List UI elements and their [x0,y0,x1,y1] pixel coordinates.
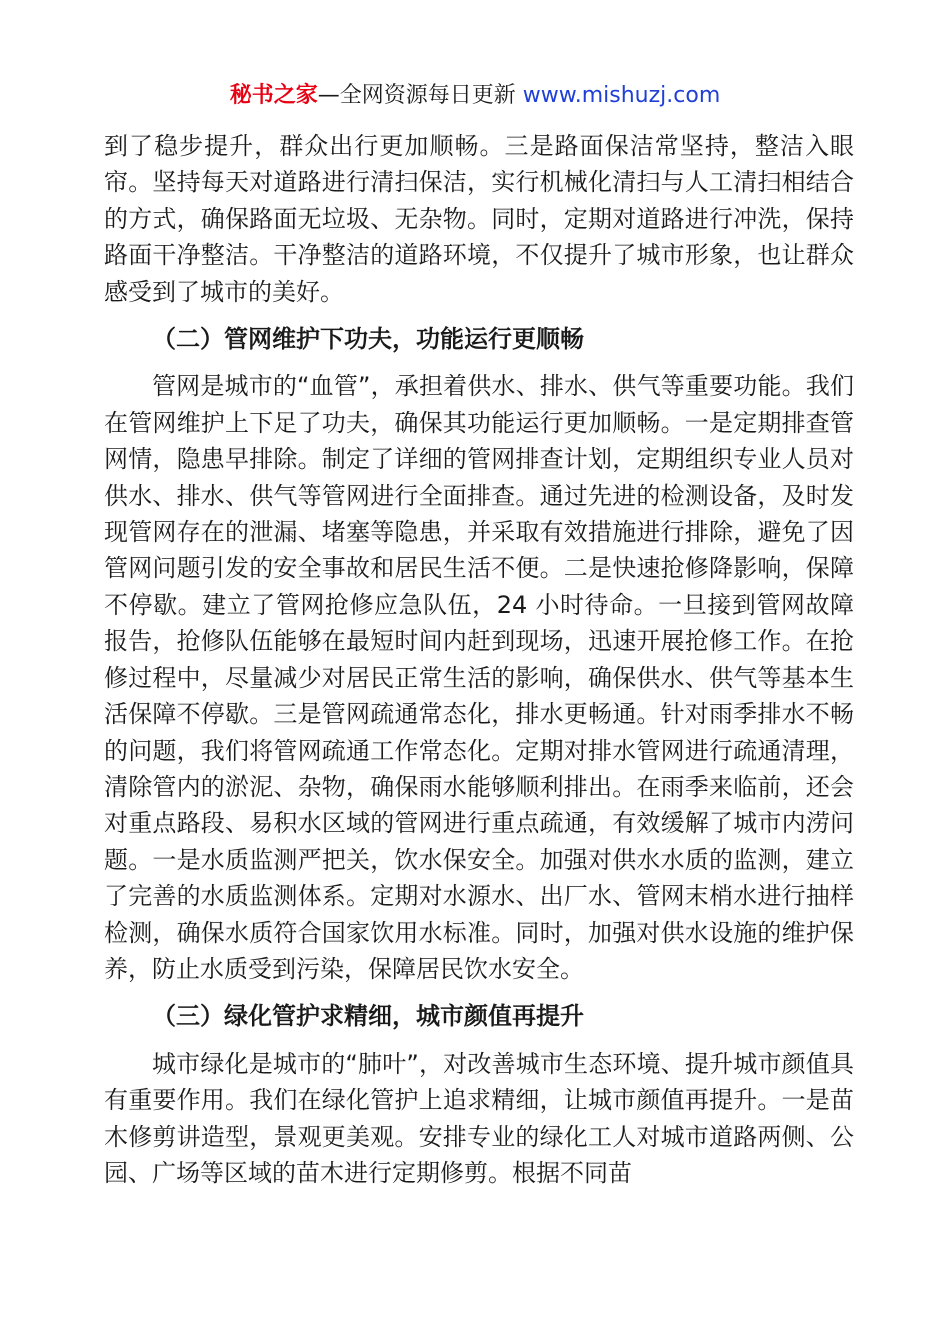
paragraph-greening: 城市绿化是城市的“肺叶”，对改善城市生态环境、提升城市颜值具有重要作用。我们在绿化管护上追求精细，让城市颜值再提升。一是苗木修剪讲造型，景观更美观。安排专业的绿化工人对城市道路两侧、公园、广场等区域的苗木进行定期修剪。根据不同苗 [104,1049,854,1187]
site-url-link[interactable]: www.mishuzj.com [522,83,721,108]
heading-pipe-network: （二）管网维护下功夫，功能运行更顺畅 [152,325,584,354]
paragraph-road-cleaning: 到了稳步提升，群众出行更加顺畅。三是路面保洁常坚持，整洁入眼帘。坚持每天对道路进行清扫保洁，实行机械化清扫与人工清扫相结合的方式，确保路面无垃圾、无杂物。同时，定期对道路进行冲洗，保持路面干净整洁。干净整洁的道路环境，不仅提升了城市形象，也让群众感受到了城市的美好。 [104,132,854,306]
paragraph-pipe-network: 管网是城市的“血管”，承担着供水、排水、供气等重要功能。我们在管网维护上下足了功夫，确保其功能运行更加顺畅。一是定期排查管网情，隐患早排除。制定了详细的管网排查计划，定期组织专业人员对供水、排水、供气等管网进行全面排查。通过先进的检测设备，及时发现管网存在的泄漏、堵塞等隐患，并采取有效措施进行排除，避免了因管网问题引发的安全事故和居民生活不便。二是快速抢修降影响，保障不停歇。建立了管网抢修应急队伍，24 小时待命。一旦接到管网故障报告，抢修队伍能够在最短时间内赶到现场，迅速开展抢修工作。在抢修过程中，尽量减少对居民正常生活的影响，确保供水、供气等基本生活保障不停歇。三是管网疏通常态化，排水更畅通。针对雨季排水不畅的问题，我们将管网疏通工作常态化。定期对排水管网进行疏通清理，清除管内的淤泥、杂物，确保雨水能够顺利排出。在雨季来临前，还会对重点路段、易积水区域的管网进行重点疏通，有效缓解了城市内涝问题。一是水质监测严把关，饮水保安全。加强对供水水质的监测，建立了完善的水质监测体系。定期对水源水、出厂水、管网末梢水进行抽样检测，确保水质符合国家饮用水标准。同时，加强对供水设施的维护保养，防止水质受到污染，保障居民饮水安全。 [104,372,854,983]
document-body [104,128,854,1191]
site-tagline: —全网资源每日更新 [317,83,523,108]
heading-greening: （三）绿化管护求精细，城市颜值再提升 [152,1002,584,1031]
site-header [0,80,950,112]
site-brand: 秘书之家 [229,83,318,108]
